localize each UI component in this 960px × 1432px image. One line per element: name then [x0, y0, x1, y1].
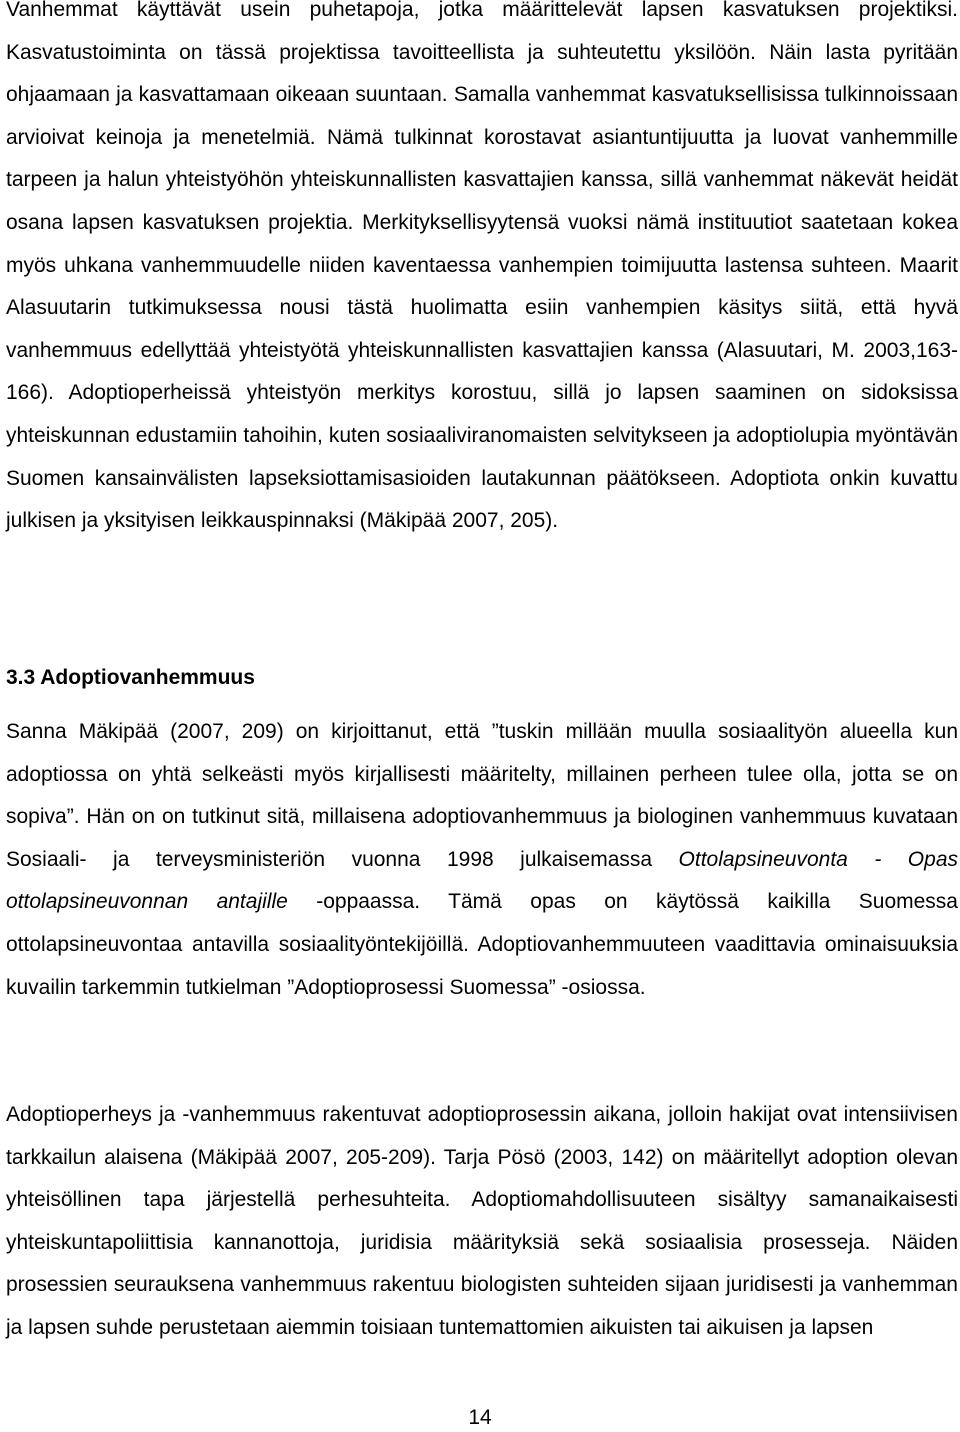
paragraph-adoption-family: Adoptioperheys ja -vanhemmuus rakentuvat adoptioprosessin aikana, jolloin hakijat ovat intensiivisen tarkkailun alaisena (Mäkipää 2007, 205-209). Tarja Pösö (2003, 142) on määritellyt adoption olevan yhteisöllinen tapa järjestellä perhesuhteita. Adoptiomahdollisuuteen sisältyy samanaikaisesti yhteiskuntapoliittisia kannanottoja, juridisia määrityksiä sekä sosiaalisia prosesseja. Näiden prosessien seurauksena vanhemmuus rakentuu biologisten suhteiden sijaan juridisesti ja vanhemman ja lapsen suhde perustetaan aiemmin toisiaan tuntemattomien aikuisten tai aikuisen ja lapsen [6, 1103, 958, 1339]
publication-title: Ottolapsineuvonta - Opas ottolapsineuvonnan antajille [6, 847, 958, 914]
paragraph-makipaa-quote [6, 711, 958, 1009]
paragraph-text-after-title: -oppaassa. Tämä opas on käytössä kaikilla Suomessa ottolapsineuvontaa antavilla sosiaalityöntekijöillä. Adoptiovanhemmuuteen vaadittavia ominaisuuksia kuvailin tarkemmin tutkielman ”Adoptioprosessi Suomessa” -osiossa. [6, 890, 958, 999]
paragraph-text-before-title: Sanna Mäkipää (2007, 209) on kirjoittanut, että ”tuskin millään muulla sosiaalityön alueella kun adoptiossa on yhtä selkeästi myös kirjallisesti määritelty, millainen perheen tulee olla, jotta se on sopiva”. Hän on on tutkinut sitä, millaisena adoptiovanhemmuus ja biologinen vanhemmuus kuvataan Sosiaali- ja terveysministeriön vuonna 1998 julkaisemassa [6, 720, 958, 871]
paragraph-parents-upbringing: Vanhemmat käyttävät usein puhetapoja, jotka määrittelevät lapsen kasvatuksen projektiksi. Kasvatustoiminta on tässä projektissa tavoitteellista ja suhteutettu yksilöön. Näin lasta pyritään ohjaamaan ja kasvattamaan oikeaan suuntaan. Samalla vanhemmat kasvatuksellisissa tulkinnoissaan arvioivat keinoja ja menetelmiä. Nämä tulkinnat korostavat asiantuntijuutta ja luovat vanhemmille tarpeen ja halun yhteistyöhön yhteiskunnallisten kasvattajien kanssa, sillä vanhemmat näkevät heidät osana lapsen kasvatuksen projektia. Merkityksellisyytensä vuoksi nämä instituutiot saatetaan kokea myös uhkana vanhemmuudelle niiden kaventaessa vanhempien toimijuutta lastensa suhteen. Maarit Alasuutarin tutkimuksessa nousi tästä huolimatta esiin vanhempien käsitys siitä, että hyvä vanhemmuus edellyttää yhteistyötä yhteiskunnallisten kasvattajien kanssa (Alasuutari, M. 2003,163-166). Adoptioperheissä yhteistyön merkitys korostuu, sillä jo lapsen saaminen on sidoksissa yhteiskunnan edustamiin tahoihin, kuten sosiaaliviranomaisten selvitykseen ja adoptiolupia myöntävän Suomen kansainvälisten lapseksiottamisasioiden lautakunnan päätökseen. Adoptiota onkin kuvattu julkisen ja yksityisen leikkauspinnaksi (Mäkipää 2007, 205). [6, 0, 958, 533]
page-number: 14 [468, 1406, 492, 1429]
section-heading [6, 660, 255, 696]
section-number: 3.3 [6, 666, 36, 689]
section-title: Adoptiovanhemmuus [40, 666, 255, 689]
